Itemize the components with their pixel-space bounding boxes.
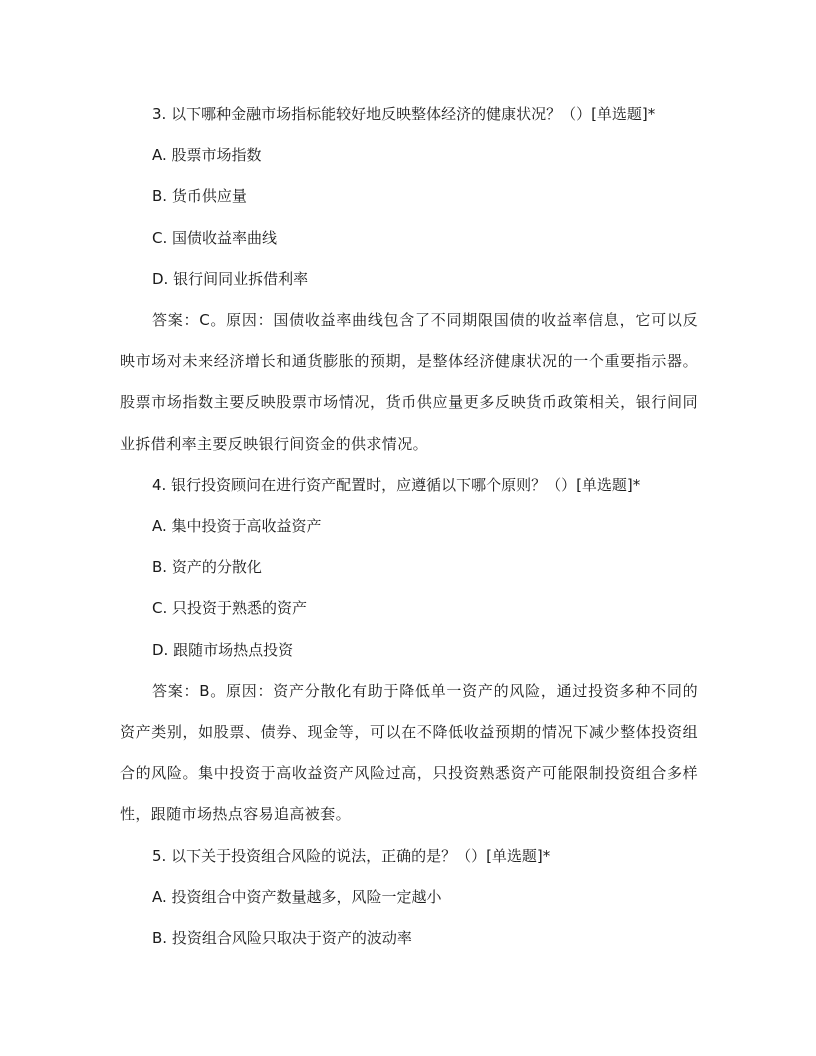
question-4-option-c: C. 只投资于熟悉的资产: [152, 599, 308, 618]
question-5-stem: 5. 以下关于投资组合风险的说法，正确的是？（）[单选题]*: [152, 846, 551, 865]
question-4-option-b: B. 资产的分散化: [152, 558, 262, 577]
question-4-answer: 答案：B。原因：资产分散化有助于降低单一资产的风险，通过投资多种不同的资产类别，如股票、债券、现金等，可以在不降低收益预期的情况下减少整体投资组合的风险。集中投资于高收益资产风险过高，只投资熟悉资产可能限制投资组合多样性，跟随市场热点容易追高被套。: [120, 681, 698, 824]
question-5-option-b: B. 投资组合风险只取决于资产的波动率: [152, 929, 412, 948]
question-3-answer: 答案：C。原因：国债收益率曲线包含了不同期限国债的收益率信息，它可以反映市场对未来经济增长和通货膨胀的预期，是整体经济健康状况的一个重要指示器。股票市场指数主要反映股票市场情况，货币供应量更多反映货币政策相关，银行间同业拆借利率主要反映银行间资金的供求情况。: [120, 311, 698, 453]
question-3-option-b: B. 货币供应量: [152, 187, 247, 206]
question-3-option-c: C. 国债收益率曲线: [152, 228, 278, 247]
question-3-option-a: A. 股票市场指数: [152, 146, 262, 165]
question-4-option-a: A. 集中投资于高收益资产: [152, 517, 322, 536]
question-3-option-d: D. 银行间同业拆借利率: [152, 269, 309, 288]
question-3-stem: 3. 以下哪种金融市场指标能较好地反映整体经济的健康状况？（）[单选题]*: [152, 105, 656, 123]
question-5-option-a: A. 投资组合中资产数量越多，风险一定越小: [152, 887, 442, 906]
question-4-option-d: D. 跟随市场热点投资: [152, 640, 294, 659]
document-content: [120, 94, 698, 959]
question-4-stem: 4. 银行投资顾问在进行资产配置时，应遵循以下哪个原则？（）[单选题]*: [152, 475, 641, 494]
